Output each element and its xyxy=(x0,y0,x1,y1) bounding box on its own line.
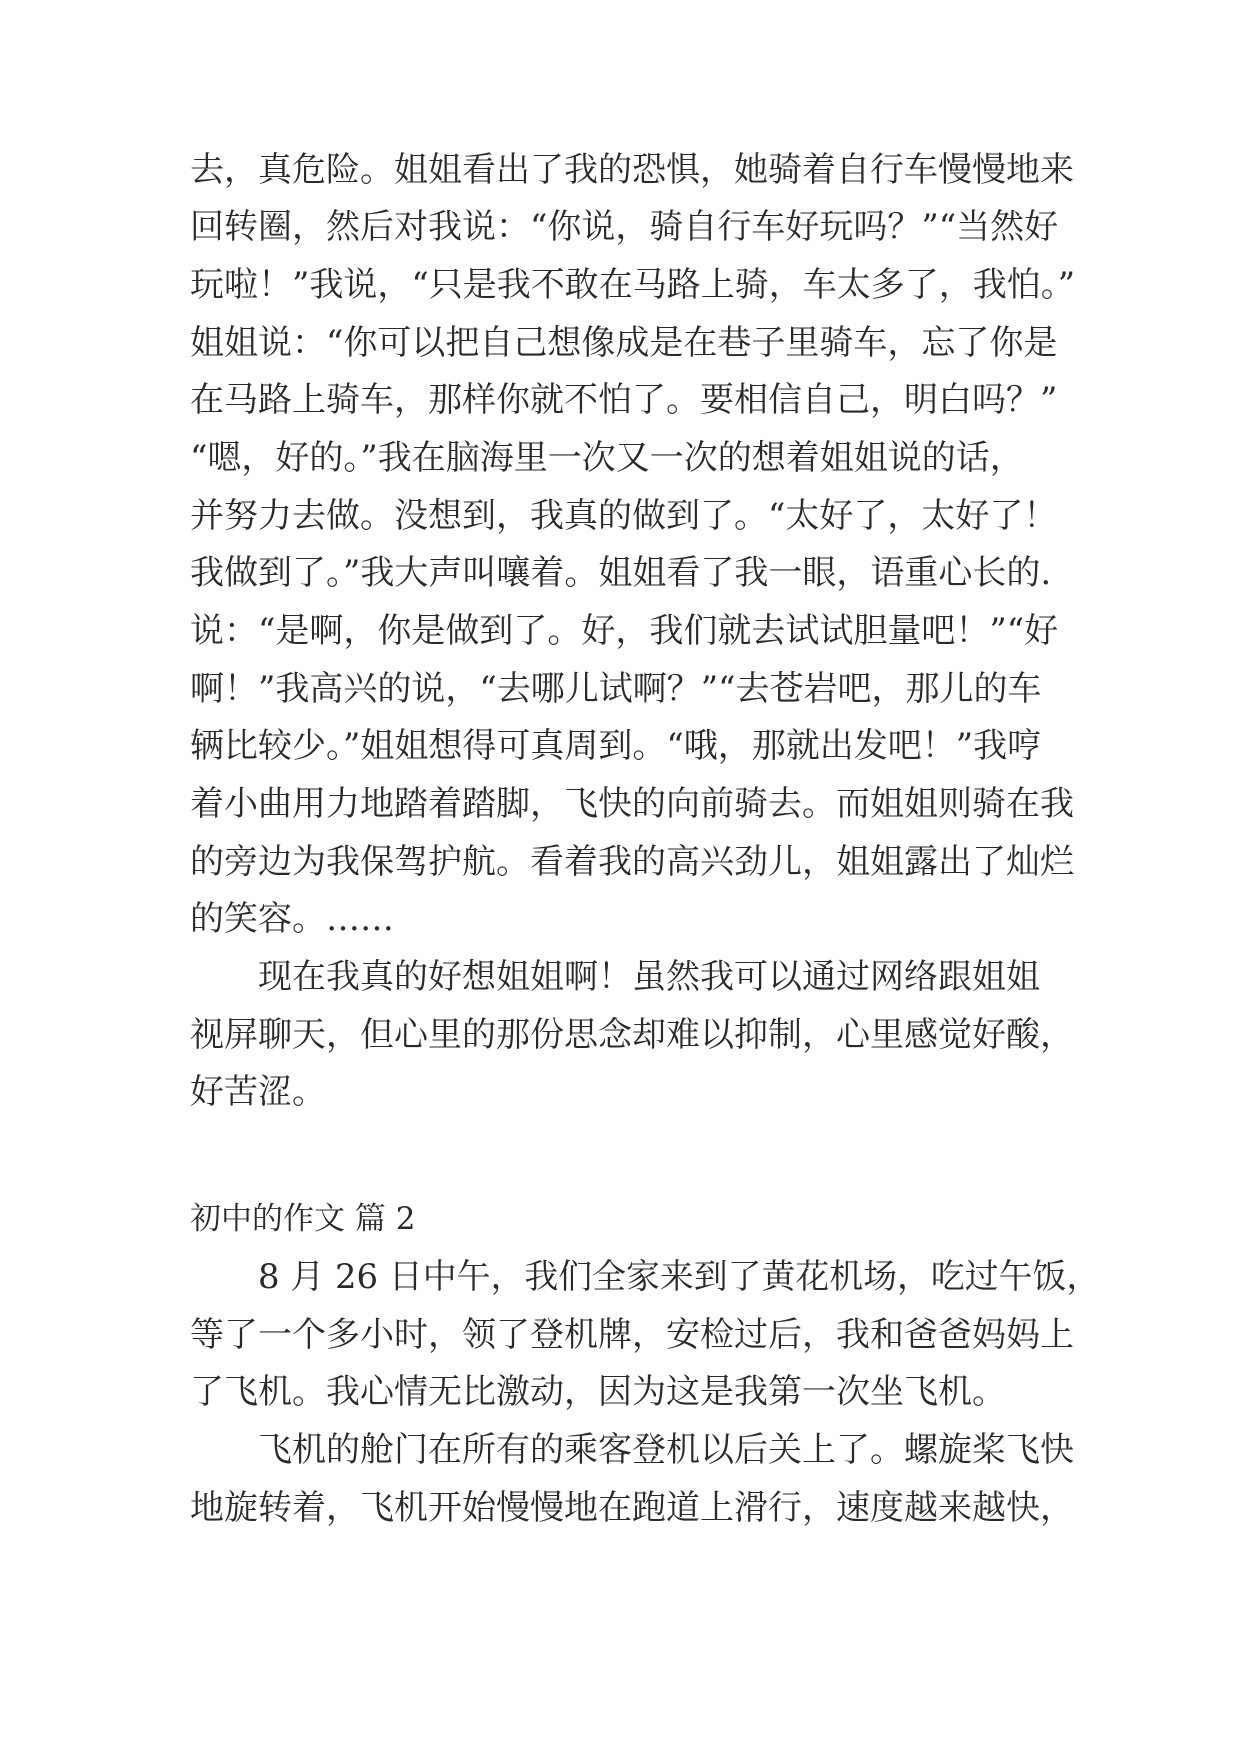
paragraph-start-line: 8 月 26 日中午，我们全家来到了黄花机场，吃过午饭， xyxy=(258,1257,1101,1297)
text-line: 并努力去做。没想到，我真的做到了。“太好了，太好了！ xyxy=(190,496,1058,536)
text-line: 啊！”我高兴的说，“去哪儿试啊？”“去苍岩吧，那儿的车 xyxy=(190,669,1042,709)
text-line: 姐姐说：“你可以把自己想像成是在巷子里骑车，忘了你是 xyxy=(190,323,1058,363)
text-line: 好苦涩。 xyxy=(190,1072,326,1112)
text-line: 地旋转着，飞机开始慢慢地在跑道上滑行，速度越来越快， xyxy=(190,1488,1074,1528)
text-line: 我做到了。”我大声叫嚷着。姐姐看了我一眼，语重心长的. xyxy=(190,553,1052,593)
paragraph-start-line: 现在我真的好想姐姐啊！虽然我可以通过网络跟姐姐 xyxy=(258,957,1040,997)
text-line: 去，真危险。姐姐看出了我的恐惧，她骑着自行车慢慢地来 xyxy=(190,150,1074,190)
text-line: 在马路上骑车，那样你就不怕了。要相信自己，明白吗？” xyxy=(190,380,1058,420)
text-line: “嗯，好的。”我在脑海里一次又一次的想着姐姐说的话， xyxy=(190,438,1024,478)
text-line: 了飞机。我心情无比激动，因为这是我第一次坐飞机。 xyxy=(190,1372,1006,1412)
text-line: 的旁边为我保驾护航。看着我的高兴劲儿，姐姐露出了灿烂 xyxy=(190,842,1074,882)
text-line: 辆比较少。”姐姐想得可真周到。“哦，那就出发吧！”我哼 xyxy=(190,726,1042,766)
paragraph-start-line: 飞机的舱门在所有的乘客登机以后关上了。螺旋桨飞快 xyxy=(258,1430,1074,1470)
text-line: 说：“是啊，你是做到了。好，我们就去试试胆量吧！”“好 xyxy=(190,611,1059,651)
section-heading: 初中的作文 篇 2 xyxy=(190,1201,416,1237)
text-line: 回转圈，然后对我说：“你说，骑自行车好玩吗？”“当然好 xyxy=(190,207,1059,247)
text-line: 等了一个多小时，领了登机牌，安检过后，我和爸爸妈妈上 xyxy=(190,1315,1074,1355)
text-line: 视屏聊天，但心里的那份思念却难以抑制，心里感觉好酸， xyxy=(190,1015,1074,1055)
text-line: 玩啦！”我说，“只是我不敢在马路上骑，车太多了，我怕。” xyxy=(190,265,1076,305)
text-line: 着小曲用力地踏着踏脚，飞快的向前骑去。而姐姐则骑在我 xyxy=(190,784,1074,824)
text-line: 的笑容。…… xyxy=(190,899,394,939)
